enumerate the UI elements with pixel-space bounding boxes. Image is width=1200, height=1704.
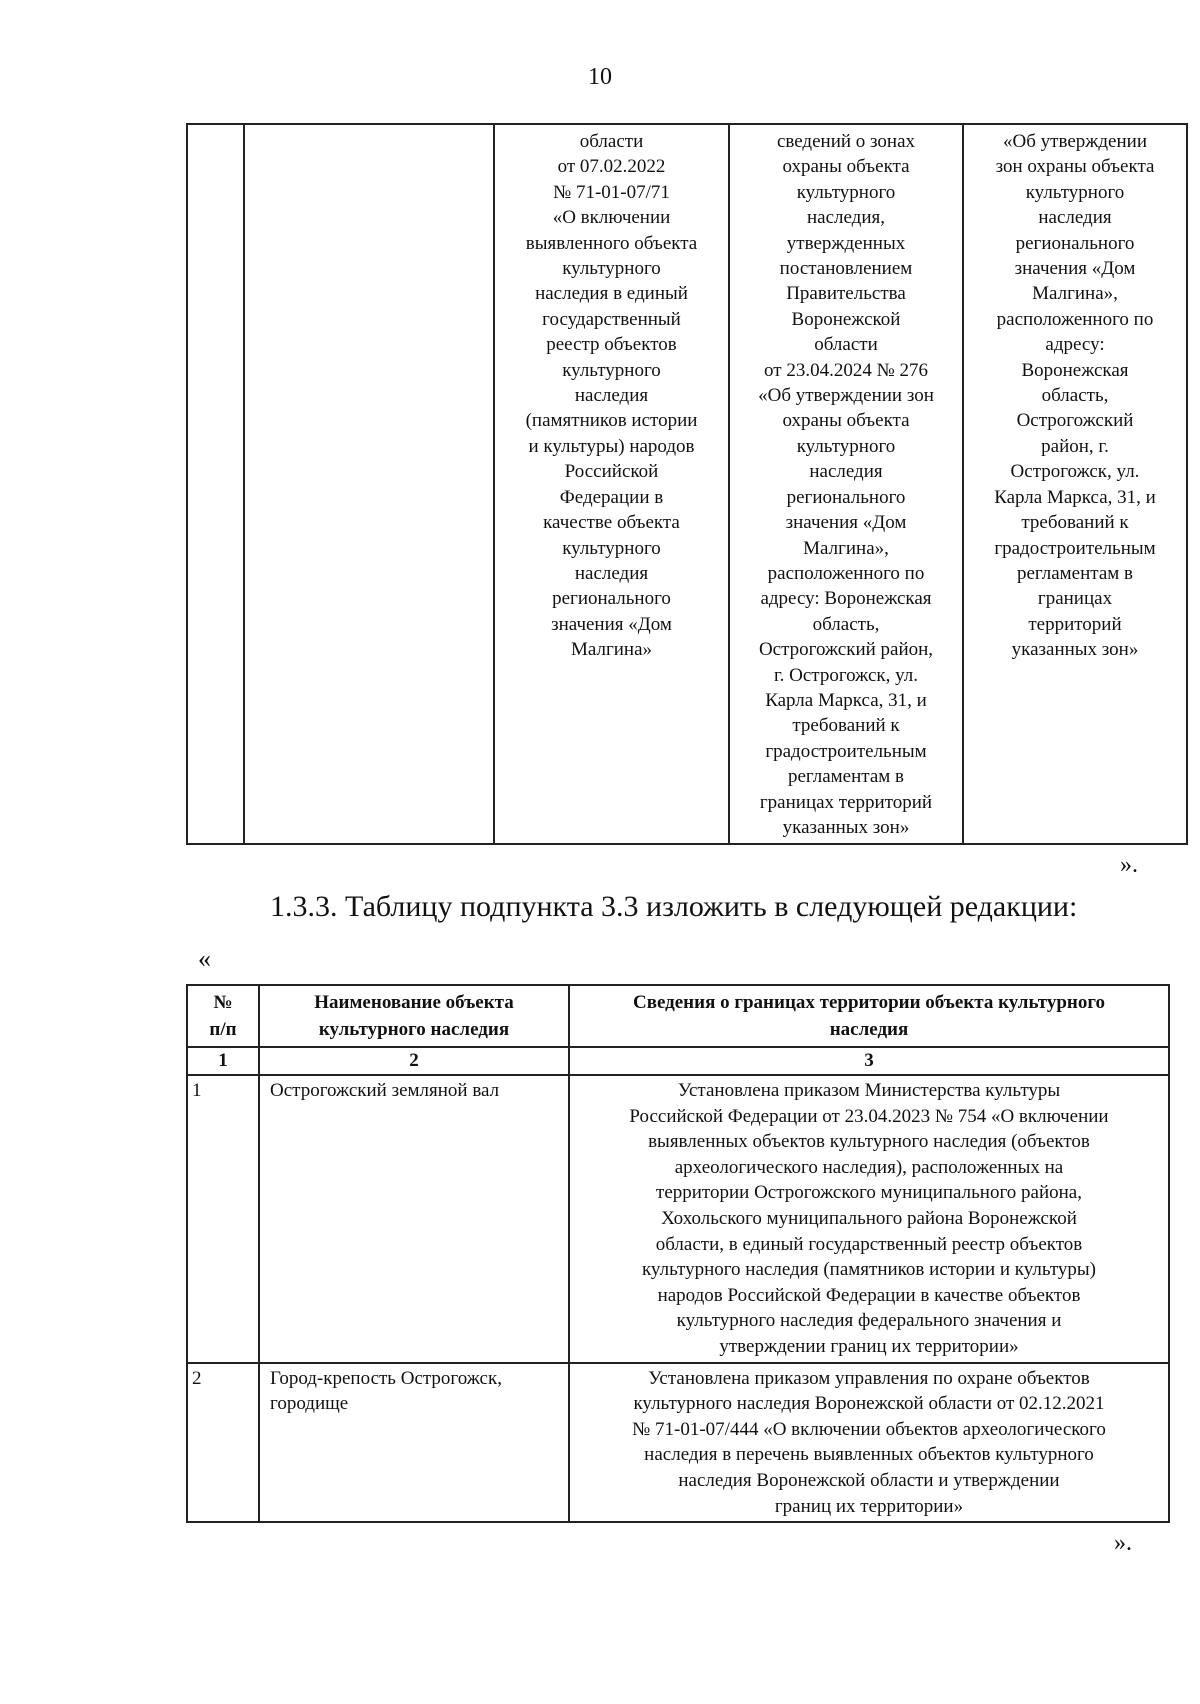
cell-text: области от 07.02.2022 № 71-01-07/71 «О включении выявленного объекта культурного наследия в единый государственный реестр объектов культурного наследия (памятников истории и культуры) народов Российской Федерации в качестве объекта культурного наследия регионального значения «Дом Малгина» <box>525 131 698 661</box>
table-row <box>187 124 1187 844</box>
row-index: 1 <box>187 1075 259 1363</box>
header-info: Сведения о границах территории объекта культурного наследия <box>569 985 1169 1047</box>
continuation-table <box>186 123 1188 845</box>
heritage-table <box>186 984 1170 1523</box>
boundary-info: Установлена приказом Министерства культуры Российской Федерации от 23.04.2023 № 754 «О включении выявленных объектов культурного наследия (объектов археологического наследия), расположенных на территории Острогожского муниципального района, Хохольского муниципального района Воронежской области, в единый государственный реестр объектов культурного наследия (памятников истории и культуры) народов Российской Федерации в качестве объектов культурного наследия федерального значения и утверждении границ их территории» <box>569 1075 1169 1363</box>
cell-text: сведений о зонах охраны объекта культурного наследия, утвержденных постановлением Правительства Воронежской области от 23.04.2024 № 276 «Об утверждении зон охраны объекта культурного наследия регионального значения «Дом Малгина», расположенного по адресу: Воронежская область, Острогожский район, г. Острогожск, ул. Карла Маркса, 31, и требований к градостроительным регламентам в границах территорий указанных зон» <box>758 131 934 838</box>
boundary-info: Установлена приказом управления по охране объектов культурного наследия Воронежской области от 02.12.2021 № 71-01-07/444 «О включении объектов археологического наследия в перечень выявленных объектов культурного наследия Воронежской области и утверждении границ их территории» <box>569 1363 1169 1523</box>
table-cell <box>244 124 494 844</box>
table-row <box>187 1075 1169 1363</box>
object-name: Острогожский земляной вал <box>259 1075 569 1363</box>
table-cell <box>494 124 729 844</box>
table-cell <box>729 124 963 844</box>
column-number: 3 <box>569 1047 1169 1075</box>
table-cell <box>187 124 244 844</box>
table-row <box>187 1363 1169 1523</box>
instruction-paragraph: 1.3.3. Таблицу подпункта 3.3 изложить в следующей редакции: <box>270 890 1078 923</box>
object-name: Город-крепость Острогожск, городище <box>259 1363 569 1523</box>
table-header-row <box>187 985 1169 1047</box>
page-number: 10 <box>588 64 612 90</box>
header-name: Наименование объекта культурного наследия <box>259 985 569 1047</box>
table-cell <box>963 124 1187 844</box>
opening-quote: « <box>198 944 211 973</box>
closing-quote: ». <box>1120 852 1138 878</box>
column-number: 1 <box>187 1047 259 1075</box>
column-number: 2 <box>259 1047 569 1075</box>
closing-quote: ». <box>1114 1530 1132 1556</box>
header-number: № п/п <box>187 985 259 1047</box>
column-number-row <box>187 1047 1169 1075</box>
row-index: 2 <box>187 1363 259 1523</box>
cell-text: «Об утверждении зон охраны объекта культурного наследия регионального значения «Дом Малгина», расположенного по адресу: Воронежская область, Острогожский район, г. Острогожск, ул. Карла Маркса, 31, и требований к градостроительным регламентам в границах территорий указанных зон» <box>994 131 1156 661</box>
